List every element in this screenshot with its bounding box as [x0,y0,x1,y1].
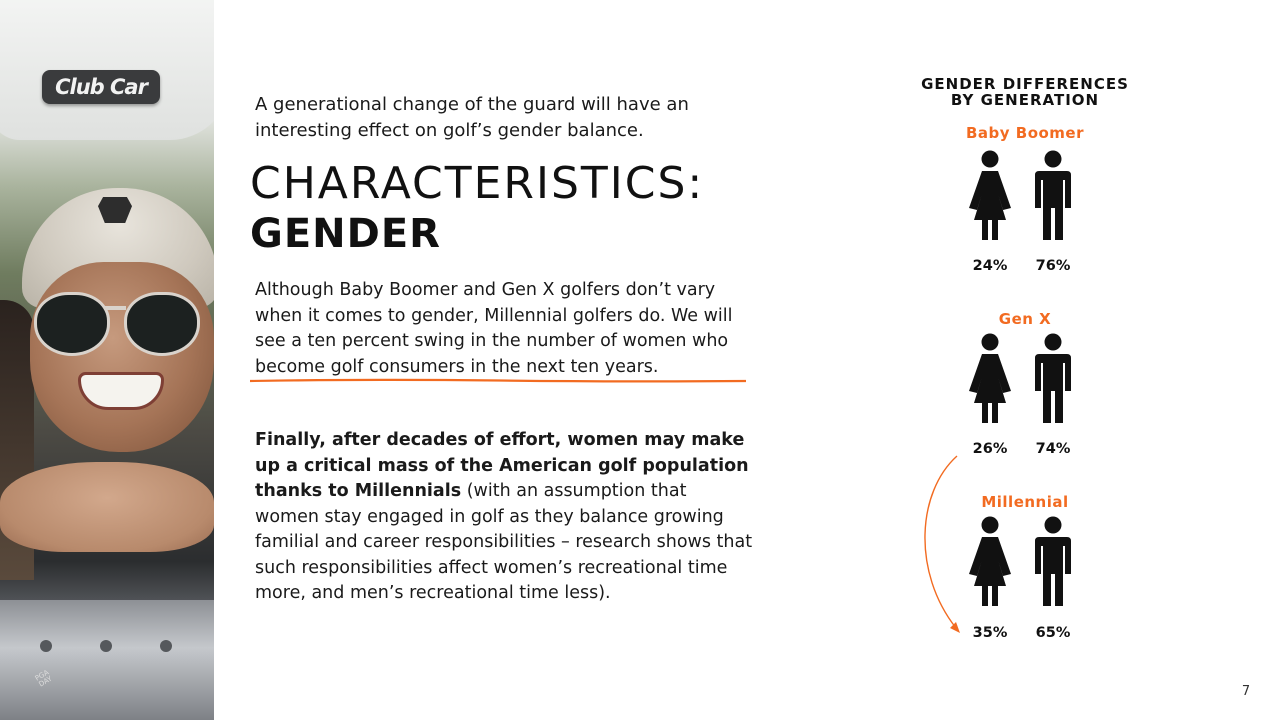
para1-text-a: Although Baby Boomer and Gen X golfers don’t vary when it comes to gender, Millennial golfers do. We will see a ten percent swing in the [255,280,733,351]
body-paragraph-1 [255,278,755,380]
page-title: CHARACTERISTICS: [250,158,705,209]
para2-regular: (with an assumption that women stay engaged in golf as they balance growing familial and career responsibilities – research shows that such responsibilities affect women’s recreational time more, and men’s recreational time less). [255,481,753,603]
male-icon [1034,150,1072,242]
trend-arrow-icon [912,452,972,642]
cart-logo: Club Car [55,75,147,99]
infographic-title-line1: GENDER DIFFERENCES [921,75,1129,93]
female-icon [968,333,1012,425]
female-icon [968,150,1012,242]
corner-watermark: PGA DAY [33,668,54,689]
male-percent: 65% [1035,625,1071,641]
male-icon [1034,516,1072,608]
smile [78,372,164,410]
female-percent: 24% [972,258,1008,274]
page-subtitle: GENDER [250,211,441,257]
rail-hole [160,640,172,652]
female-percent: 26% [972,441,1008,457]
generation-label-baby-boomer: Baby Boomer [965,124,1085,142]
generation-label-millennial: Millennial [981,493,1069,511]
sunglasses-right-lens [124,292,200,356]
male-icon [1034,333,1072,425]
male-percent: 74% [1035,441,1071,457]
infographic-title [880,76,1170,108]
rail-hole [100,640,112,652]
highlight-underline [250,378,746,383]
female-percent: 35% [972,625,1008,641]
male-percent: 76% [1035,258,1071,274]
generation-label-gen-x: Gen X [998,310,1052,328]
sunglasses-bridge [104,306,126,310]
para1-highlight: number of women who become golf consumers [255,331,729,377]
page-number: 7 [1241,684,1251,699]
rail-hole [40,640,52,652]
female-icon [968,516,1012,608]
para2-bold: Finally, after decades of effort, women may make up a critical mass of the American golf population thanks to Millennials [255,430,749,501]
para1-text-b: in the next ten years. [464,356,659,377]
intro-text: A generational change of the guard will have an interesting effect on golf’s gender balance. [255,94,689,141]
infographic-title-line2: BY GENERATION [950,91,1100,109]
hands [0,462,214,552]
cart-rail [0,600,214,720]
body-paragraph-2 [255,428,755,607]
golfer-photo [0,0,214,720]
face [30,262,214,452]
sunglasses-left-lens [34,292,110,356]
